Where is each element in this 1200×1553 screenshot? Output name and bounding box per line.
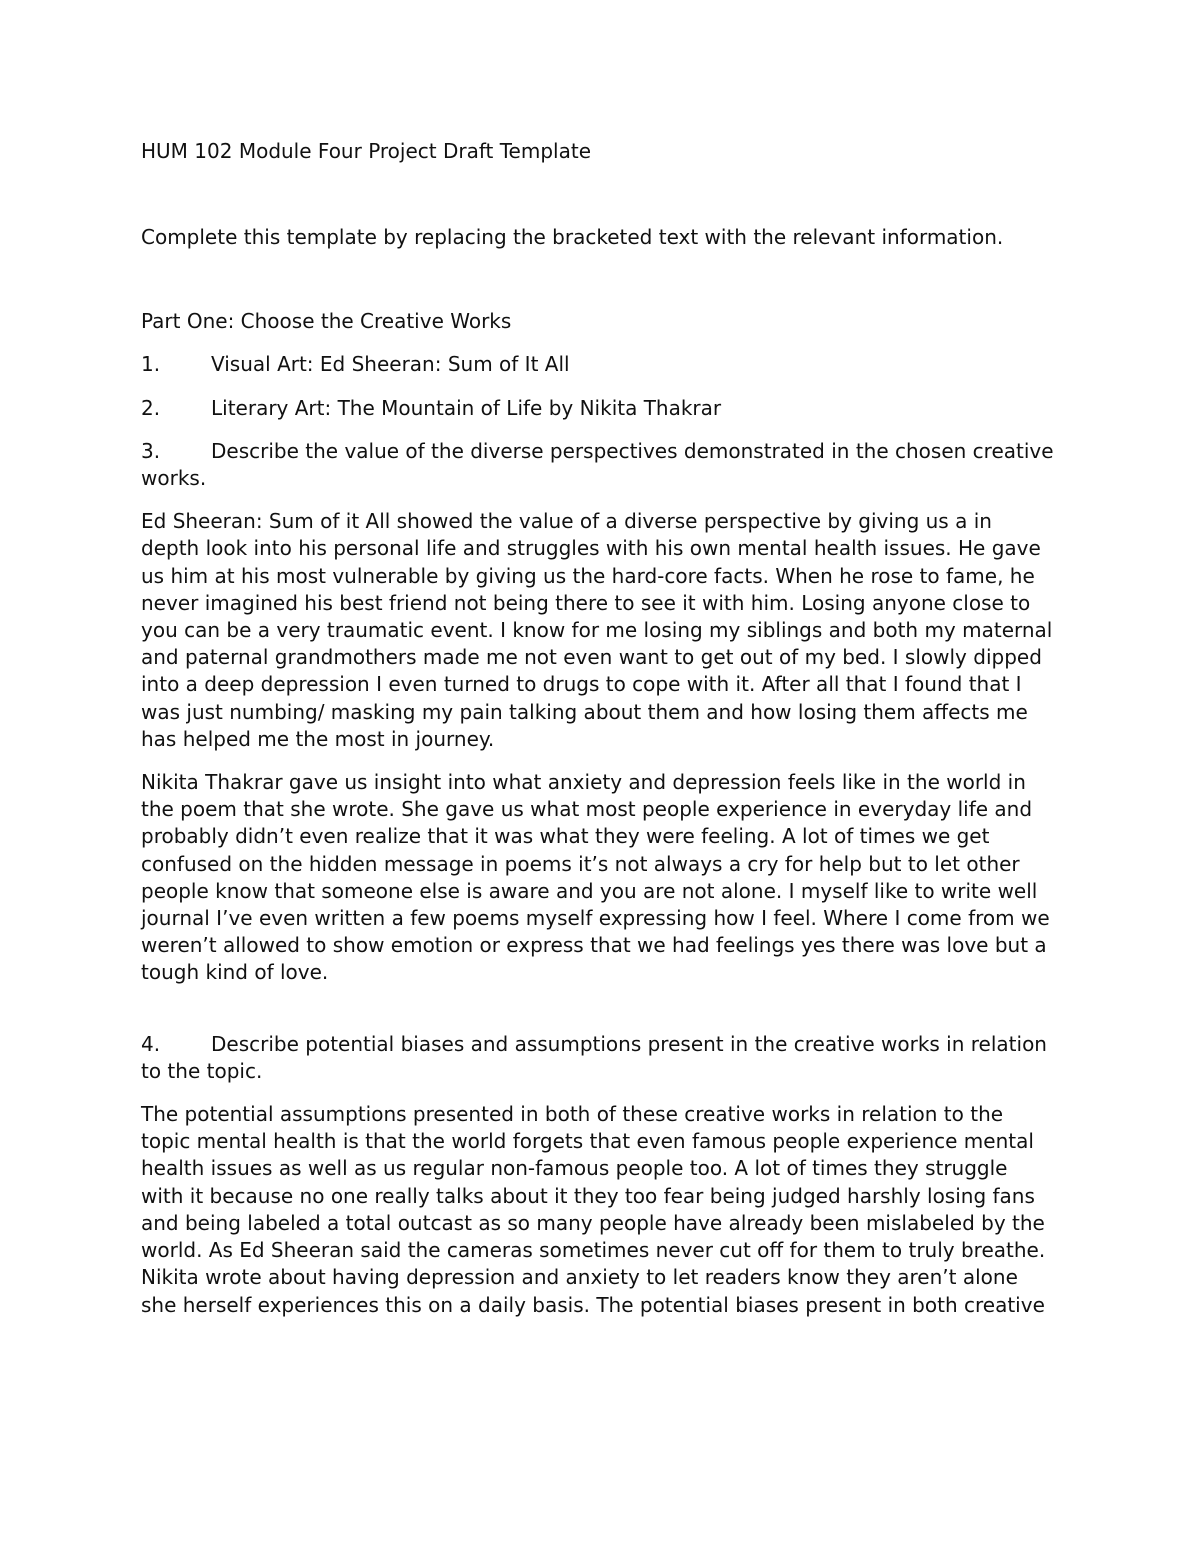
document-title: HUM 102 Module Four Project Draft Template — [141, 139, 591, 163]
list-item-3 — [141, 438, 1056, 492]
response-paragraph-biases: The potential assumptions presented in both of these creative works in relation to the topic mental health is that the world forgets that even famous people experience mental health issues as well as us regular non-famous people too. A lot of times they struggle with it because no one really talks about it they too fear being judged harshly losing fans and being labeled a total outcast as so many people have already been mislabeled by the world. As Ed Sheeran said the cameras sometimes never cut off for them to truly breathe. Nikita wrote about having depression and anxiety to let readers know they aren’t alone she herself experiences this on a daily basis. The potential biases present in both creative — [141, 1102, 1046, 1317]
list-item-1 — [141, 351, 1056, 378]
part-one-heading: Part One: Choose the Creative Works — [141, 309, 512, 334]
list-item-text: Visual Art: Ed Sheeran: Sum of It All — [211, 352, 570, 377]
list-item-number: 2. — [141, 395, 161, 420]
instructions-text: Complete this template by replacing the bracketed text with the relevant information. — [141, 225, 1004, 249]
document-page — [141, 138, 1056, 1319]
list-item-text: Literary Art: The Mountain of Life by Nikita Thakrar — [211, 395, 722, 420]
list-item-number: 1. — [141, 352, 161, 377]
list-item-number: 4. — [141, 1031, 161, 1056]
response-paragraph-ed-sheeran: Ed Sheeran: Sum of it All showed the value of a diverse perspective by giving us a in depth look into his personal life and struggles with his own mental health issues. He gave us him at his most vulnerable by giving us the hard-core facts. When he rose to fame, he never imagined his best friend not being there to see it with him. Losing anyone close to you can be a very traumatic event. I know for me losing my siblings and both my maternal and paternal grandmothers made me not even want to get out of my bed. I slowly dipped into a deep depression I even turned to drugs to cope with it. After all that I found that I was just numbing/ masking my pain talking about them and how losing them affects me has helped me the most in journey. — [141, 509, 1053, 751]
list-item-number: 3. — [141, 438, 161, 463]
response-paragraph-nikita: Nikita Thakrar gave us insight into what anxiety and depression feels like in the world in the poem that she wrote. She gave us what most people experience in everyday life and probably didn’t even realize that it was what they were feeling. A lot of times we get confused on the hidden message in poems it’s not always a cry for help but to let other people know that someone else is aware and you are not alone. I myself like to write well journal I’ve even written a few poems myself expressing how I feel. Where I come from we weren’t allowed to show emotion or express that we had feelings yes there was love but a tough kind of love. — [141, 770, 1050, 985]
list-item-text: Describe potential biases and assumptions present in the creative works in relation to the topic. — [141, 1031, 1047, 1083]
list-item-2 — [141, 395, 1056, 422]
list-item-text: Describe the value of the diverse perspectives demonstrated in the chosen creative works. — [141, 438, 1054, 491]
list-item-4 — [141, 1031, 1056, 1085]
